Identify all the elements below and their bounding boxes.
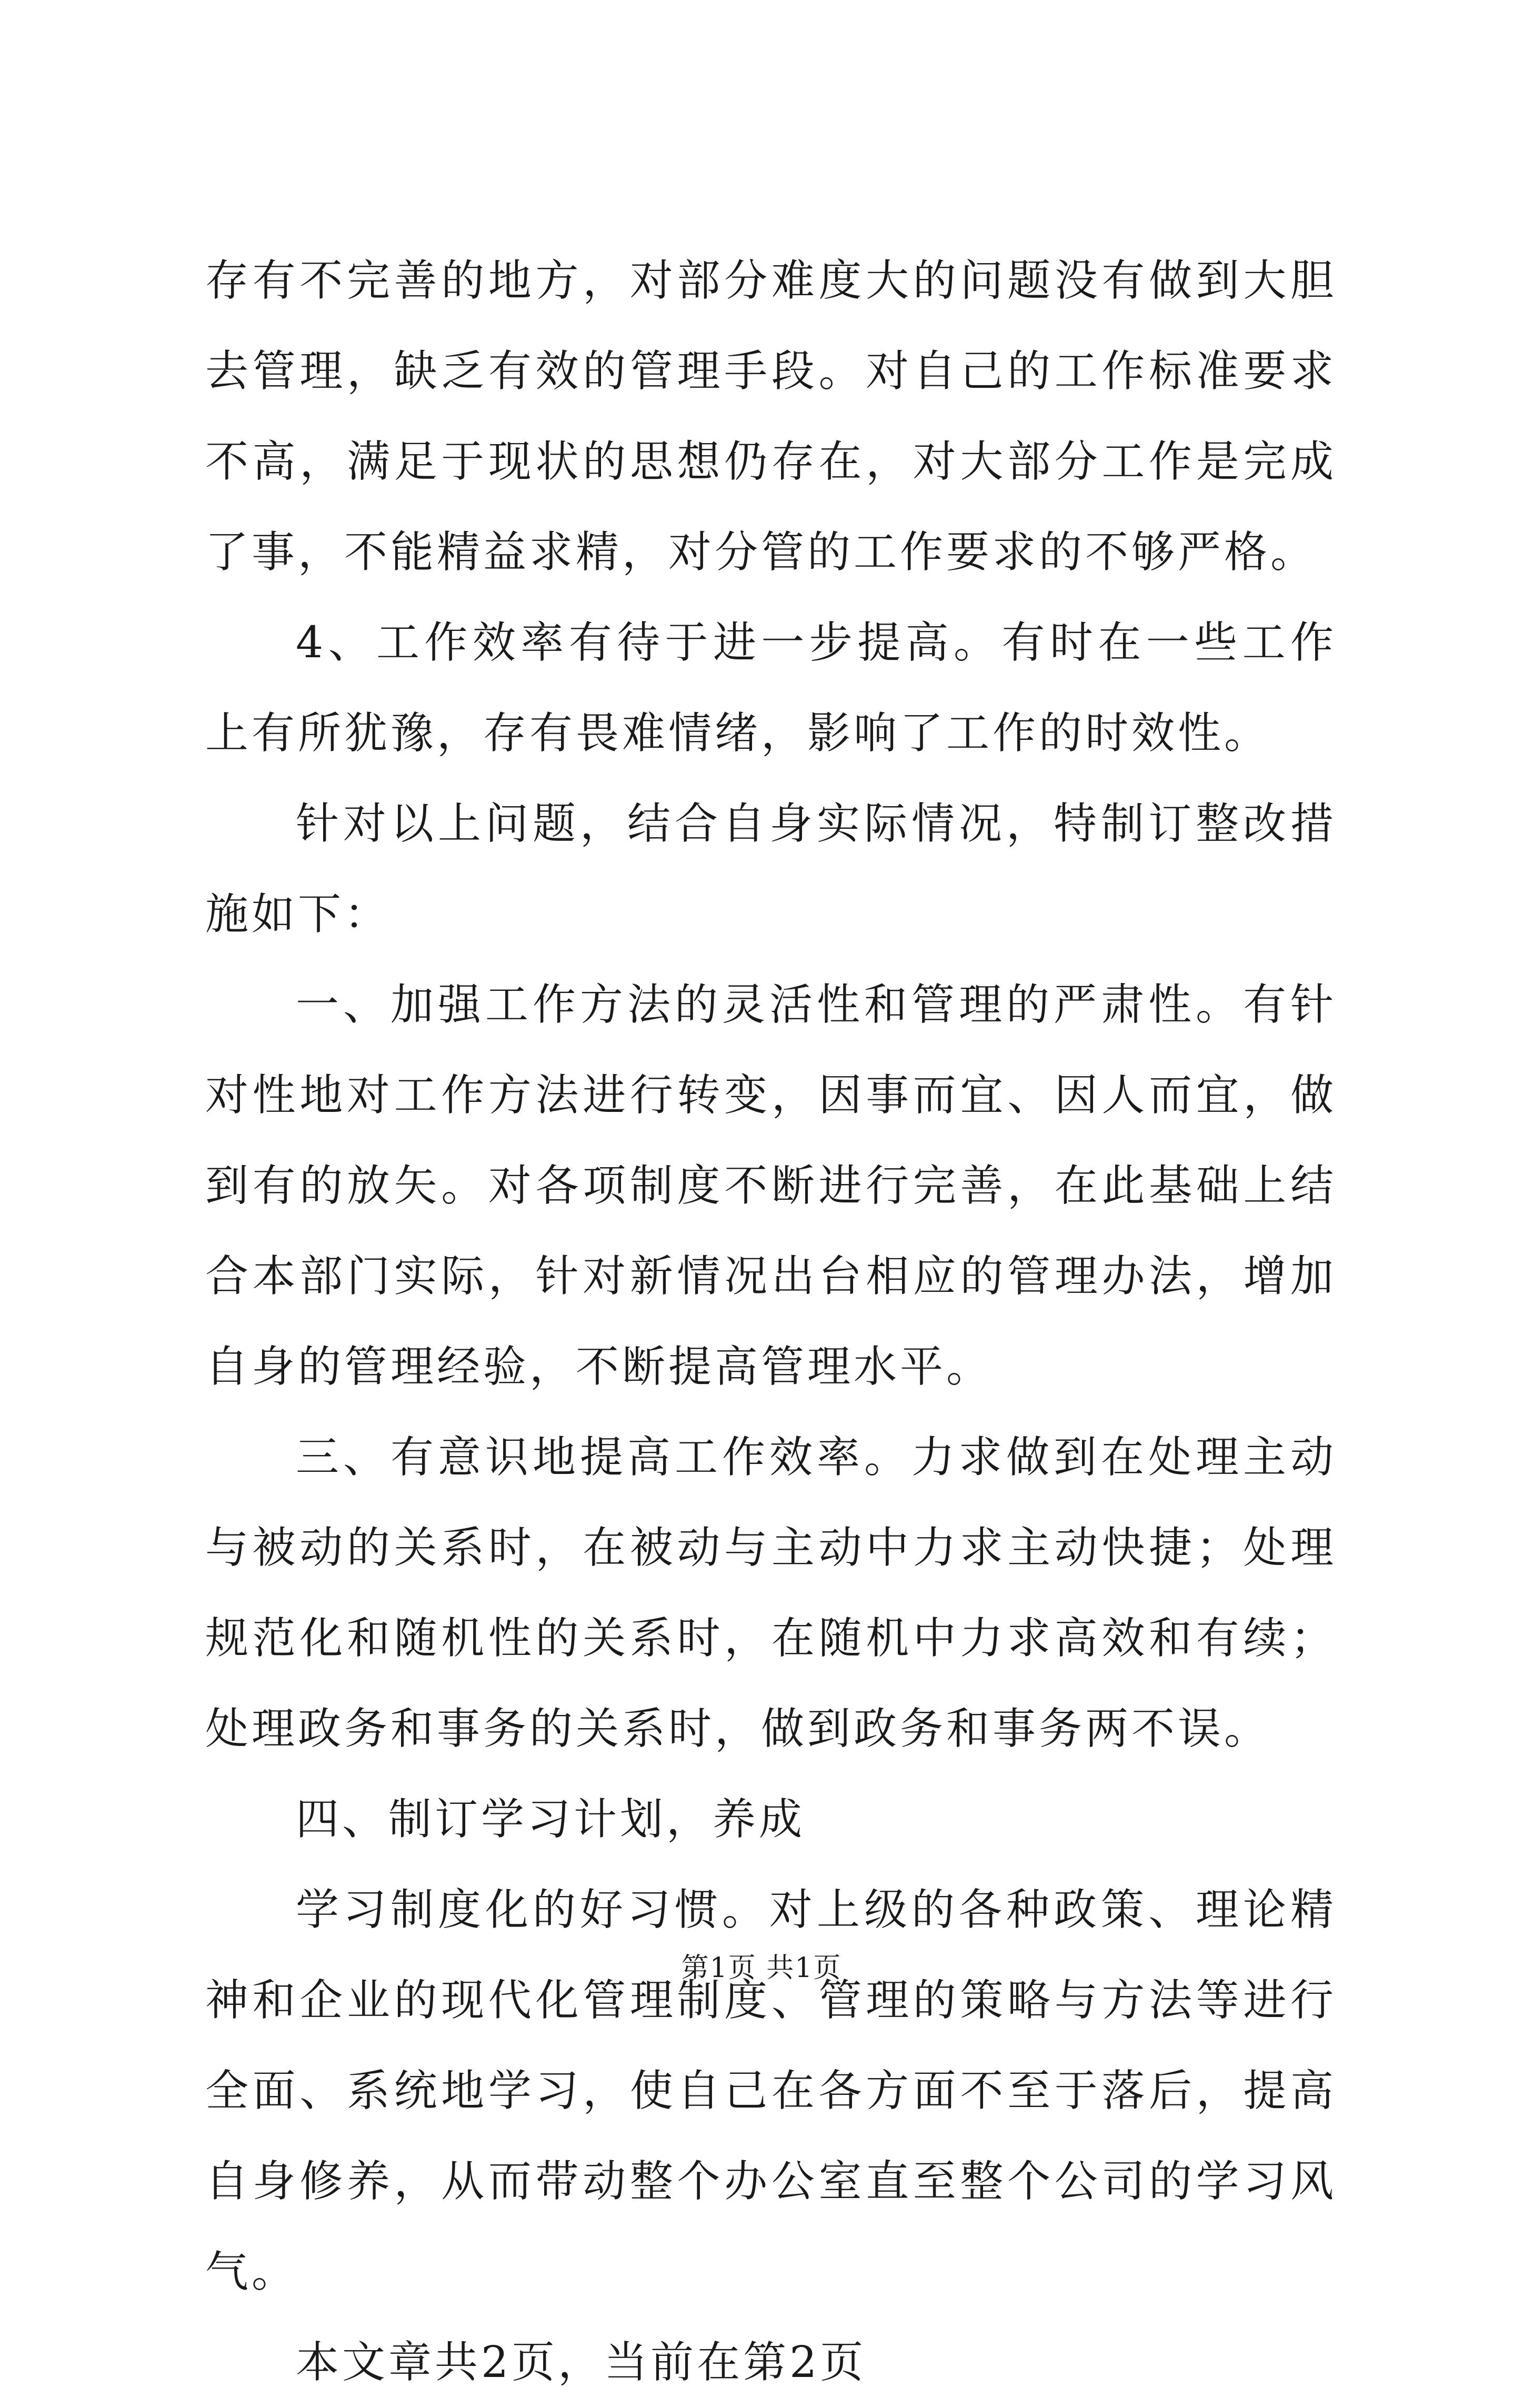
paragraph-4: 一、加强工作方法的灵活性和管理的严肃性。有针对性地对工作方法进行转变，因事而宜、因人而宜，做到有的放矢。对各项制度不断进行完善，在此基础上结合本部门实际，针对新情况出台相应的管理办法，增加自身的管理经验，不断提高管理水平。 <box>205 980 1337 1392</box>
paragraph-6: 四、制订学习计划，养成 <box>296 1794 806 1844</box>
paragraph-7: 学习制度化的好习惯。对上级的各种政策、理论精神和企业的现代化管理制度、管理的策略与方法等进行全面、系统地学习，使自己在各方面不至于落后，提高自身修养，从而带动整个办公室直至整个公司的学习风气。 <box>205 1885 1337 2297</box>
page-count-note: 本文章共2页，当前在第2页 <box>296 2337 867 2387</box>
paragraph-3: 针对以上问题，结合自身实际情况，特制订整改措施如下： <box>205 799 1337 939</box>
paragraph-1: 存有不完善的地方，对部分难度大的问题没有做到大胆去管理，缺乏有效的管理手段。对自己的工作标准要求不高，满足于现状的思想仍存在，对大部分工作是完成了事，不能精益求精，对分管的工作要求的不够严格。 <box>205 256 1337 577</box>
page-footer: 第1页 共1页 <box>681 1952 842 1984</box>
paragraph-5: 三、有意识地提高工作效率。力求做到在处理主动与被动的关系时，在被动与主动中力求主动快捷；处理规范化和随机性的关系时，在随机中力求高效和有续；处理政务和事务的关系时，做到政务和事务两不误。 <box>205 1432 1337 1754</box>
document-body <box>205 236 1337 2408</box>
paragraph-2: 4、工作效率有待于进一步提高。有时在一些工作上有所犹豫，存有畏难情绪，影响了工作的时效性。 <box>205 618 1337 758</box>
